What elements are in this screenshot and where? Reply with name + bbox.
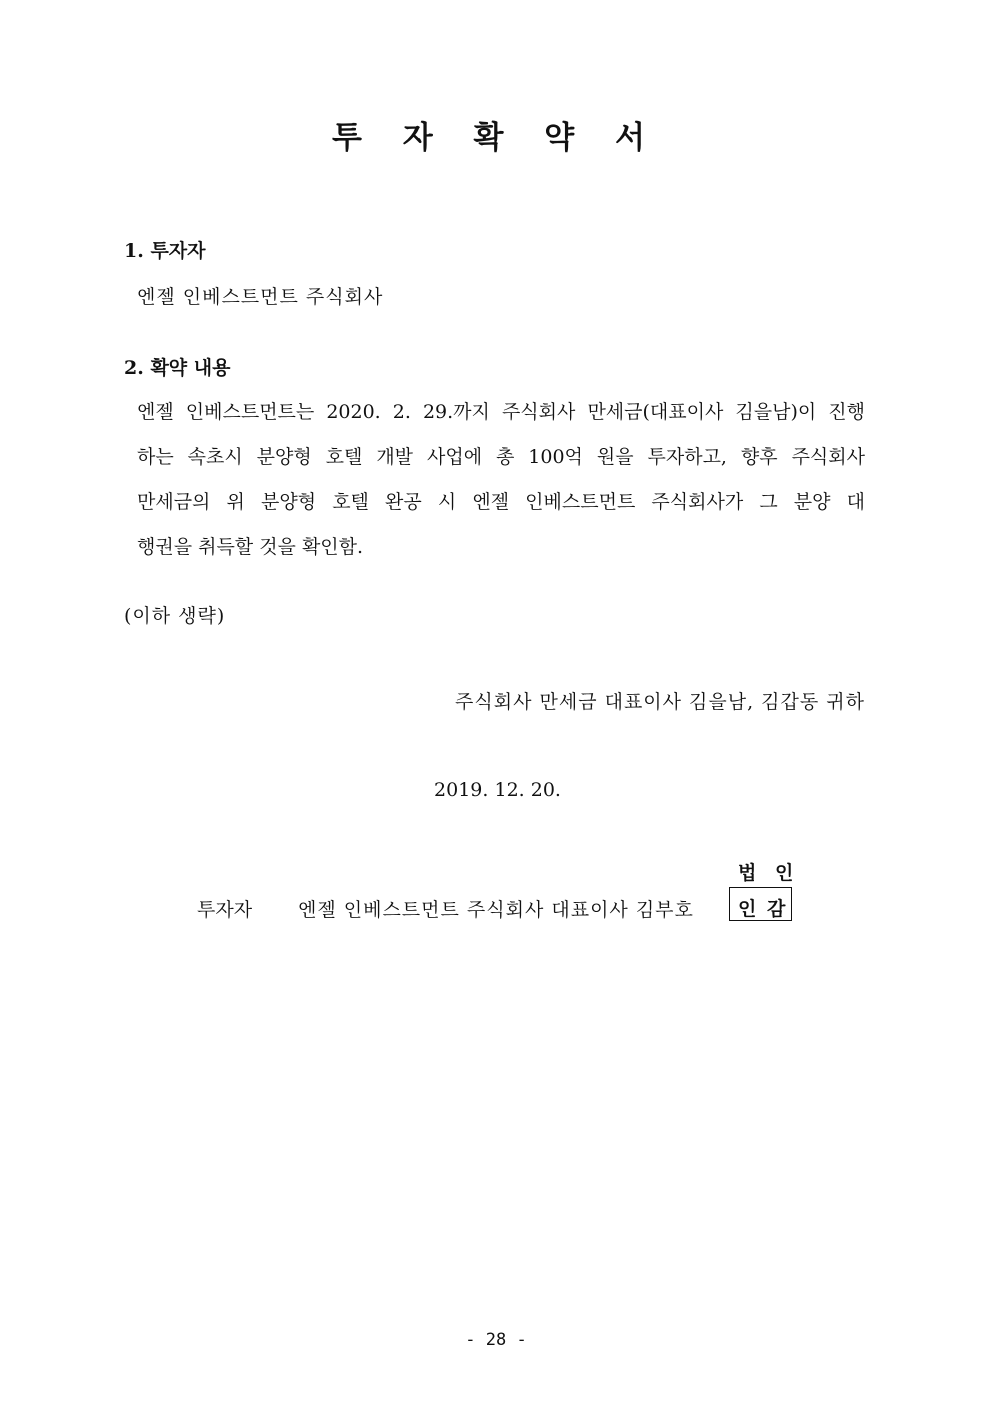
section-heading-investor: 1. 투자자 <box>124 240 206 262</box>
section-heading-commitment: 2. 확약 내용 <box>124 357 231 379</box>
signatory-name: 엔젤 인베스트먼트 주식회사 대표이사 김부호 <box>298 899 694 921</box>
omitted-note: (이하 생략) <box>124 605 226 627</box>
commitment-line: 행권을 취득할 것을 확인함. <box>137 536 364 558</box>
seal-text-top: 법 인 <box>738 862 800 884</box>
commitment-line: 하는 속초시 분양형 호텔 개발 사업에 총 100억 원을 투자하고, 향후 주식회사 <box>137 446 865 468</box>
document-title: 투 자 확 약 서 <box>332 120 660 156</box>
seal-text-bottom: 인 감 <box>738 898 788 920</box>
document-date: 2019. 12. 20. <box>434 779 561 801</box>
corporate-seal <box>729 858 800 922</box>
investor-name: 엔젤 인베스트먼트 주식회사 <box>137 286 384 308</box>
commitment-line: 만세금의 위 분양형 호텔 완공 시 엔젤 인베스트먼트 주식회사가 그 분양 대 <box>137 491 865 513</box>
signatory-label: 투자자 <box>197 899 253 921</box>
commitment-line: 엔젤 인베스트먼트는 2020. 2. 29.까지 주식회사 만세금(대표이사 김을남)이 진행 <box>137 401 865 423</box>
page-number: - 28 - <box>465 1330 527 1350</box>
commitment-content <box>137 390 865 570</box>
addressee: 주식회사 만세금 대표이사 김을남, 김갑동 귀하 <box>455 691 865 713</box>
